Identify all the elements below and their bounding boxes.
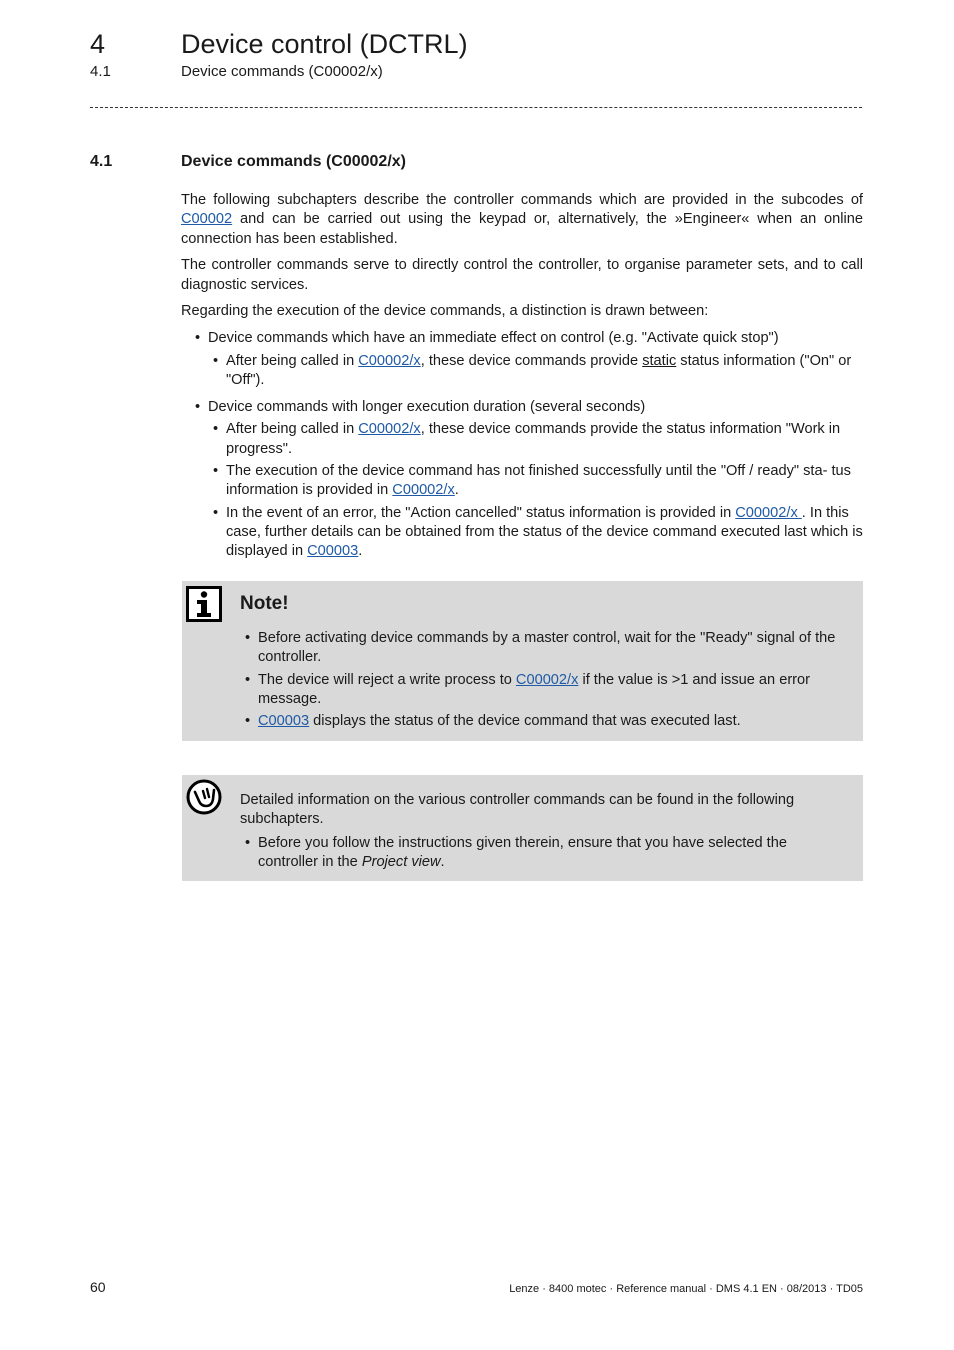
link-c00002-x[interactable]: C00002/x bbox=[358, 352, 421, 369]
link-c00002-x[interactable]: C00002/x bbox=[735, 504, 802, 521]
note-list bbox=[240, 629, 848, 734]
body-content bbox=[181, 191, 863, 570]
list-item: • The device will reject a write process to C00002/x if the value is >1 and issue an error message. bbox=[240, 671, 848, 710]
note-heading: Note! bbox=[240, 593, 289, 614]
tip-content bbox=[240, 791, 848, 875]
paragraph-intro: The following subchapters describe the controller commands which are provided in the subcodes of C00002 and can be carried out using the keypad or, alternatively, the »Engineer« when an online connection has been established. bbox=[181, 192, 863, 247]
header-section-number: 4.1 bbox=[90, 63, 111, 80]
list-item: • Before activating device commands by a master control, wait for the "Ready" signal of the controller. bbox=[240, 629, 848, 668]
info-icon bbox=[186, 586, 222, 622]
tip-icon bbox=[186, 779, 222, 815]
footer-doc-info: Lenze · 8400 motec · Reference manual · DMS 4.1 EN · 08/2013 · TD05 bbox=[509, 1283, 863, 1295]
list-item: • C00003 displays the status of the device command that was executed last. bbox=[240, 712, 848, 731]
command-type-list bbox=[181, 329, 863, 561]
paragraph-distinction: Regarding the execution of the device commands, a distinction is drawn between: bbox=[181, 303, 709, 320]
list-item: • Before you follow the instructions given therein, ensure that you have selected the controller in the Project view. bbox=[240, 834, 848, 873]
list-item: • Device commands with longer execution duration (several seconds) • After being called in C00002/x, these device commands provide the status information "Work in progress". • The execution of the device command has not finished successfully until the "Off / ready" sta- tus information is provided in C00002/x. • In the event of an error, the "Action cancelled" status information is provided in C00002/x . In this case, further details can be obtained from the status of the device command executed last which is displayed in C00003. bbox=[181, 398, 863, 561]
link-c00002-x[interactable]: C00002/x bbox=[392, 482, 455, 499]
header-divider bbox=[90, 107, 862, 108]
list-item: • Device commands which have an immediate effect on control (e.g. "Activate quick stop") • After being called in C00002/x, these device commands provide static status information ("On" or "Off"). bbox=[181, 329, 863, 390]
chapter-title: Device control (DCTRL) bbox=[181, 29, 468, 59]
list-item: • After being called in C00002/x, these device commands provide the status information "Work in progress". bbox=[208, 420, 863, 459]
link-c00003[interactable]: C00003 bbox=[307, 543, 359, 560]
list-item: • After being called in C00002/x, these device commands provide static status information ("On" or "Off"). bbox=[208, 352, 863, 391]
section-title: Device commands (C00002/x) bbox=[181, 153, 406, 170]
page-number: 60 bbox=[90, 1279, 106, 1295]
tip-box bbox=[182, 775, 863, 881]
link-c00003[interactable]: C00003 bbox=[258, 713, 310, 730]
tip-paragraph: Detailed information on the various controller commands can be found in the following subchapters. bbox=[240, 792, 795, 828]
list-item: • In the event of an error, the "Action cancelled" status information is provided in C00002/x . In this case, further details can be obtained from the status of the device command executed last which is displayed in C00003. bbox=[208, 504, 863, 562]
note-box bbox=[182, 581, 863, 741]
link-c00002-x[interactable]: C00002/x bbox=[515, 671, 579, 688]
header-section-title: Device commands (C00002/x) bbox=[181, 63, 383, 80]
link-c00002-x[interactable]: C00002/x bbox=[358, 421, 421, 438]
link-c00002[interactable]: C00002 bbox=[181, 211, 233, 228]
chapter-number: 4 bbox=[90, 29, 106, 59]
paragraph-purpose: The controller commands serve to directly control the controller, to organise parameter sets, and to call diagnostic services. bbox=[181, 257, 863, 293]
section-number: 4.1 bbox=[90, 153, 113, 170]
list-item: • The execution of the device command has not finished successfully until the "Off / ready" sta- tus information is provided in C00002/x. bbox=[208, 462, 863, 501]
